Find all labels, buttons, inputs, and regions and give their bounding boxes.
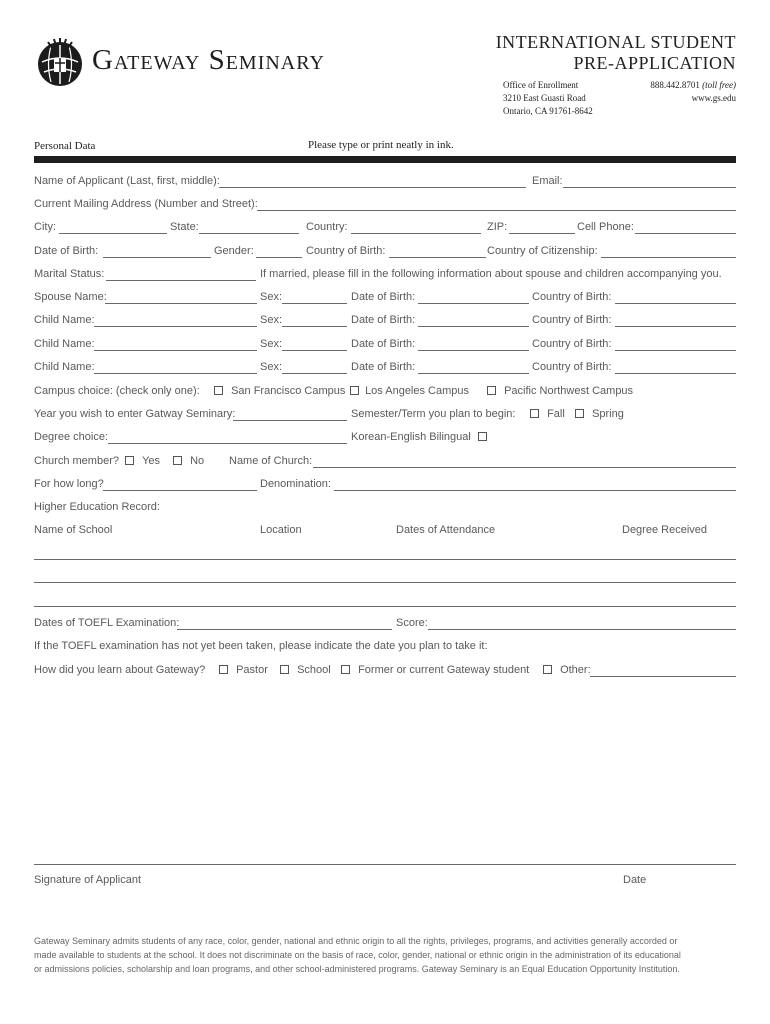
email-label: Email: xyxy=(532,175,563,187)
child1-cob-field[interactable] xyxy=(615,326,736,327)
phone-note: (toll free) xyxy=(702,80,736,90)
denomination-label: Denomination: xyxy=(260,478,331,490)
checkbox[interactable] xyxy=(530,409,539,418)
former-label: Former or current Gateway student xyxy=(358,664,530,676)
phone xyxy=(650,80,736,90)
school-name-header: Name of School xyxy=(34,524,113,536)
country-field[interactable] xyxy=(351,233,481,234)
spring-label: Spring xyxy=(592,408,624,420)
state-label: State: xyxy=(170,221,199,233)
date-label: Date xyxy=(623,874,647,886)
checkbox[interactable] xyxy=(280,665,289,674)
child2-name-field[interactable] xyxy=(94,350,257,351)
child3-dob-field[interactable] xyxy=(418,373,529,374)
spouse-cob-field[interactable] xyxy=(615,303,736,304)
child3-dob-label: Date of Birth: xyxy=(351,361,416,373)
toefl-dates-field[interactable] xyxy=(177,629,392,630)
spouse-sex-label: Sex: xyxy=(260,291,283,303)
marital-field[interactable] xyxy=(106,280,256,281)
child2-cob-field[interactable] xyxy=(615,350,736,351)
website: www.gs.edu xyxy=(691,93,736,103)
cell-field[interactable] xyxy=(635,233,736,234)
child1-name-field[interactable] xyxy=(94,326,257,327)
citizenship-label: Country of Citizenship: xyxy=(487,245,598,257)
spouse-cob-label: Country of Birth: xyxy=(532,291,612,303)
logo xyxy=(34,36,86,88)
higher-ed-label: Higher Education Record: xyxy=(34,501,160,513)
gender-field[interactable] xyxy=(256,257,302,258)
checkbox[interactable] xyxy=(350,386,359,395)
child3-sex-label: Sex: xyxy=(260,361,283,373)
footer-line3: or admissions policies, scholarship and loan programs, and other school-administered programs. Gateway Seminary is an Equal Education Opportunity Institution. xyxy=(34,964,680,974)
checkbox[interactable] xyxy=(341,665,350,674)
dates-attendance-header: Dates of Attendance xyxy=(396,524,496,536)
state-field[interactable] xyxy=(199,233,299,234)
zip-label: ZIP: xyxy=(487,221,508,233)
checkbox[interactable] xyxy=(575,409,584,418)
other-option[interactable] xyxy=(543,664,591,676)
footer-line1: Gateway Seminary admits students of any race, color, gender, national and ethnic origin to all the rights, privileges, programs, and activities generally accorded or xyxy=(34,936,678,946)
section-instruction: Please type or print neatly in ink. xyxy=(308,139,454,151)
score-label: Score: xyxy=(396,617,428,629)
spouse-name-label: Spouse Name: xyxy=(34,291,107,303)
name-field[interactable] xyxy=(219,187,526,188)
degree-received-header: Degree Received xyxy=(622,524,707,536)
child3-sex-field[interactable] xyxy=(282,373,347,374)
campus-pnw-label: Pacific Northwest Campus xyxy=(504,385,634,397)
address-line2: Ontario, CA 91761-8642 xyxy=(503,106,593,116)
former-option[interactable] xyxy=(341,664,529,676)
child2-cob-label: Country of Birth: xyxy=(532,338,612,350)
location-header: Location xyxy=(260,524,302,536)
checkbox[interactable] xyxy=(125,456,134,465)
email-field[interactable] xyxy=(563,187,736,188)
fall-option[interactable] xyxy=(530,408,565,420)
form-title-line2: PRE-APPLICATION xyxy=(573,53,736,73)
campus-label: Campus choice: (check only one): xyxy=(34,385,200,397)
child2-sex-field[interactable] xyxy=(282,350,347,351)
signature-line[interactable] xyxy=(34,864,736,865)
score-field[interactable] xyxy=(428,629,736,630)
marital-label: Marital Status: xyxy=(34,268,105,280)
child3-cob-field[interactable] xyxy=(615,373,736,374)
yes-option[interactable] xyxy=(125,455,160,467)
church-name-field[interactable] xyxy=(313,467,736,468)
city-label: City: xyxy=(34,221,56,233)
school-option[interactable] xyxy=(280,664,331,676)
spring-option[interactable] xyxy=(575,408,624,420)
gender-label: Gender: xyxy=(214,245,254,257)
zip-field[interactable] xyxy=(509,233,575,234)
section-bar xyxy=(34,156,736,163)
child1-dob-label: Date of Birth: xyxy=(351,314,416,326)
year-label: Year you wish to enter Gatway Seminary: xyxy=(34,408,236,420)
campus-sf-label: San Francisco Campus xyxy=(231,385,346,397)
signature-label: Signature of Applicant xyxy=(34,874,142,886)
section-title: Personal Data xyxy=(34,140,96,152)
child2-name-label: Child Name: xyxy=(34,338,95,350)
checkbox[interactable] xyxy=(219,665,228,674)
child2-sex-label: Sex: xyxy=(260,338,283,350)
address-line1: 3210 East Guasti Road xyxy=(503,93,586,103)
how-learn-label: How did you learn about Gateway? xyxy=(34,664,206,676)
phone-number: 888.442.8701 xyxy=(650,80,700,90)
spouse-dob-field[interactable] xyxy=(418,303,529,304)
child1-dob-field[interactable] xyxy=(418,326,529,327)
checkbox[interactable] xyxy=(487,386,496,395)
cell-label: Cell Phone: xyxy=(577,221,634,233)
address-field[interactable] xyxy=(257,210,736,211)
no-option[interactable] xyxy=(173,455,204,467)
campus-la-option[interactable] xyxy=(350,385,469,397)
degree-field[interactable] xyxy=(108,443,347,444)
denomination-field[interactable] xyxy=(334,490,736,491)
dob-field[interactable] xyxy=(103,257,211,258)
toefl-note: If the TOEFL examination has not yet been taken, please indicate the date you plan to take it: xyxy=(34,640,488,652)
education-row-3[interactable] xyxy=(34,606,736,607)
checkbox[interactable] xyxy=(478,432,487,441)
spouse-sex-field[interactable] xyxy=(282,303,347,304)
checkbox[interactable] xyxy=(543,665,552,674)
org-name: Gateway Seminary xyxy=(92,44,325,76)
other-field[interactable] xyxy=(590,676,736,677)
yes-label: Yes xyxy=(142,455,161,467)
office-name: Office of Enrollment xyxy=(503,80,579,90)
spouse-name-field[interactable] xyxy=(105,303,257,304)
child3-name-field[interactable] xyxy=(94,373,257,374)
how-long-label: For how long? xyxy=(34,478,104,490)
dob-label: Date of Birth: xyxy=(34,245,99,257)
toefl-dates-label: Dates of TOEFL Examination: xyxy=(34,617,180,629)
school-label: School xyxy=(297,664,331,676)
how-long-field[interactable] xyxy=(103,490,257,491)
child1-sex-field[interactable] xyxy=(282,326,347,327)
korean-label: Korean-English Bilingual xyxy=(351,431,471,443)
education-row-2[interactable] xyxy=(34,582,736,583)
checkbox[interactable] xyxy=(214,386,223,395)
child2-dob-label: Date of Birth: xyxy=(351,338,416,350)
address-label: Current Mailing Address (Number and Street): xyxy=(34,198,258,210)
no-label: No xyxy=(190,455,205,467)
city-field[interactable] xyxy=(59,233,167,234)
spouse-dob-label: Date of Birth: xyxy=(351,291,416,303)
degree-label: Degree choice: xyxy=(34,431,108,443)
year-field[interactable] xyxy=(233,420,347,421)
country-birth-label: Country of Birth: xyxy=(306,245,386,257)
korean-option[interactable] xyxy=(351,431,487,443)
married-note: If married, please fill in the following information about spouse and children accompanying you. xyxy=(260,268,722,280)
child1-name-label: Child Name: xyxy=(34,314,95,326)
child1-cob-label: Country of Birth: xyxy=(532,314,612,326)
other-label: Other: xyxy=(560,664,591,676)
child1-sex-label: Sex: xyxy=(260,314,283,326)
form-title-line1: INTERNATIONAL STUDENT xyxy=(495,32,736,52)
campus-sf-option[interactable] xyxy=(214,385,345,397)
fall-label: Fall xyxy=(547,408,565,420)
country-label: Country: xyxy=(306,221,348,233)
child2-dob-field[interactable] xyxy=(418,350,529,351)
child3-cob-label: Country of Birth: xyxy=(532,361,612,373)
globe-logo-icon xyxy=(34,36,86,88)
campus-pnw-option[interactable] xyxy=(487,385,633,397)
church-member-label: Church member? xyxy=(34,455,119,467)
semester-label: Semester/Term you plan to begin: xyxy=(351,408,516,420)
country-birth-field[interactable] xyxy=(389,257,486,258)
checkbox[interactable] xyxy=(173,456,182,465)
pastor-label: Pastor xyxy=(236,664,268,676)
child3-name-label: Child Name: xyxy=(34,361,95,373)
pastor-option[interactable] xyxy=(219,664,268,676)
name-label: Name of Applicant (Last, first, middle): xyxy=(34,175,220,187)
footer-line2: made available to students at the school. It does not discriminate on the basis of race, color, gender, national or ethnic origin in the administration of its educational xyxy=(34,950,681,960)
church-name-label: Name of Church: xyxy=(229,455,313,467)
campus-la-label: Los Angeles Campus xyxy=(365,385,470,397)
education-row-1[interactable] xyxy=(34,559,736,560)
citizenship-field[interactable] xyxy=(601,257,736,258)
